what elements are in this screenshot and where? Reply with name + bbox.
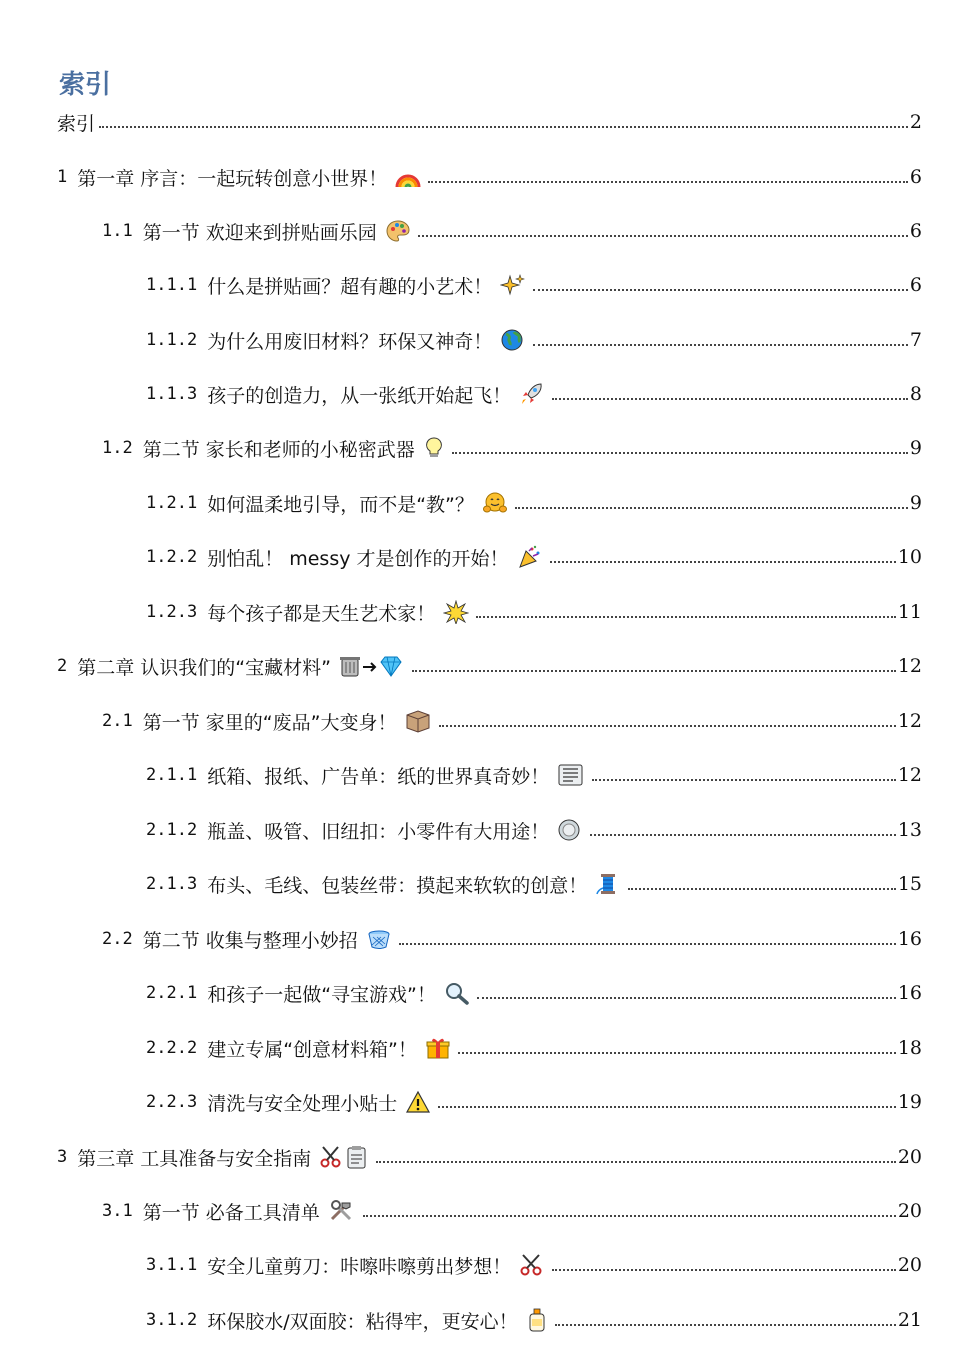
toc-leader-dots xyxy=(476,615,896,618)
toc-entry-title: 纸箱、报纸、广告单：纸的世界真奇妙！ xyxy=(207,765,550,788)
toc-entry-number: 1.1 xyxy=(102,221,133,241)
toc-entry[interactable] xyxy=(57,107,922,137)
rocket-icon xyxy=(519,382,545,406)
toc-entry-page: 2 xyxy=(909,111,922,133)
tools-icon xyxy=(328,1199,356,1223)
toc-entry-page: 16 xyxy=(897,982,922,1004)
toc-entry-number: 3.1.1 xyxy=(146,1255,198,1275)
toc-entry[interactable] xyxy=(146,542,922,572)
toc-leader-dots xyxy=(555,1323,896,1326)
toc-entry-page: 20 xyxy=(897,1200,922,1222)
toc-entry-page: 20 xyxy=(897,1146,922,1168)
magnifier-icon xyxy=(444,981,470,1005)
toc-entry-page: 7 xyxy=(909,329,922,351)
toc-entry-title: 瓶盖、吸管、旧纽扣：小零件有大用途！ xyxy=(207,820,550,843)
toc-leader-dots xyxy=(363,1214,896,1217)
scissors-clipboard-icon xyxy=(319,1145,369,1169)
package-icon xyxy=(404,709,432,733)
toc-entry-page: 12 xyxy=(897,764,922,786)
toc-entry-page: 12 xyxy=(897,655,922,677)
light-bulb-icon xyxy=(423,436,445,460)
toc-entry-page: 10 xyxy=(897,546,922,568)
toc-entry-number: 3.1 xyxy=(102,1201,133,1221)
glue-bottle-icon xyxy=(526,1308,548,1332)
toc-leader-dots xyxy=(458,1051,896,1054)
hugging-face-icon xyxy=(482,491,508,515)
toc-entry[interactable] xyxy=(146,1087,922,1117)
toc-entry-number: 3.1.2 xyxy=(146,1310,198,1330)
toc-leader-dots xyxy=(399,942,896,945)
toc-leader-dots xyxy=(515,506,908,509)
toc-entry-number: 2.1.3 xyxy=(146,874,198,894)
toc-entry-page: 12 xyxy=(897,710,922,732)
toc-entry[interactable] xyxy=(102,216,922,246)
toc-entry-page: 8 xyxy=(909,383,922,405)
toc-leader-dots xyxy=(376,1160,896,1163)
toc-entry-number: 2.1 xyxy=(102,711,133,731)
rainbow-icon xyxy=(395,165,421,189)
toc-entry-page: 11 xyxy=(897,601,922,623)
toc-entry-page: 19 xyxy=(897,1091,922,1113)
toc-entry[interactable] xyxy=(146,1033,922,1063)
toc-entry-page: 6 xyxy=(909,220,922,242)
trash-to-gem-icon xyxy=(339,654,405,678)
toc-leader-dots xyxy=(552,1268,896,1271)
gift-icon xyxy=(425,1036,451,1060)
toc-entry-title: 什么是拼贴画？超有趣的小艺术！ xyxy=(207,275,493,298)
toc-entry-number: 2.1.2 xyxy=(146,820,198,840)
basket-icon xyxy=(366,927,392,951)
toc-entry-title: 第三章 工具准备与安全指南 xyxy=(77,1147,312,1170)
toc-entry-title: 为什么用废旧材料？环保又神奇！ xyxy=(207,330,493,353)
toc-entry[interactable] xyxy=(146,760,922,790)
toc-entry-title: 建立专属“创意材料箱”！ xyxy=(207,1038,417,1061)
toc-entry[interactable] xyxy=(146,1250,922,1280)
toc-entry-title: 和孩子一起做“寻宝游戏”！ xyxy=(207,983,436,1006)
toc-entry[interactable] xyxy=(146,379,922,409)
toc-leader-dots xyxy=(533,288,908,291)
toc-entry-title: 第二节 家长和老师的小秘密武器 xyxy=(142,438,415,461)
toc-entry-title: 第一章 序言：一起玩转创意小世界！ xyxy=(77,167,388,190)
toc-leader-dots xyxy=(439,724,895,727)
toc-entry-page: 21 xyxy=(897,1309,922,1331)
toc-entry-number: 2.1.1 xyxy=(146,765,198,785)
toc-leader-dots xyxy=(418,234,908,237)
toc-entry-page: 16 xyxy=(897,928,922,950)
toc-entry-number: 1 xyxy=(57,167,68,187)
toc-entry-number: 1.1.2 xyxy=(146,330,198,350)
toc-leader-dots xyxy=(592,778,896,781)
toc-leader-dots xyxy=(452,451,908,454)
toc-entry-title: 索引 xyxy=(57,112,96,135)
toc-entry-page: 18 xyxy=(897,1037,922,1059)
toc-entry-title: 第一节 欢迎来到拼贴画乐园 xyxy=(142,221,377,244)
toc-entry[interactable] xyxy=(57,162,922,192)
toc-entry-page: 15 xyxy=(897,873,922,895)
toc-entry-number: 1.1.3 xyxy=(146,384,198,404)
toc-entry[interactable] xyxy=(102,706,922,736)
star-burst-icon xyxy=(443,600,469,624)
toc-entry[interactable] xyxy=(146,597,922,627)
newspaper-icon xyxy=(557,763,585,787)
toc-entry[interactable] xyxy=(102,1196,922,1226)
toc-leader-dots xyxy=(477,996,896,999)
toc-leader-dots xyxy=(550,560,896,563)
toc-entry[interactable] xyxy=(57,1142,922,1172)
toc-entry-page: 13 xyxy=(897,819,922,841)
globe-icon xyxy=(500,328,526,352)
sparkles-icon xyxy=(500,273,526,297)
toc-entry-number: 3 xyxy=(57,1147,68,1167)
toc-entry-title: 每个孩子都是天生艺术家！ xyxy=(207,602,436,625)
toc-leader-dots xyxy=(552,397,908,400)
toc-leader-dots xyxy=(590,833,896,836)
toc-entry-title: 如何温柔地引导，而不是“教”？ xyxy=(207,493,474,516)
toc-entry-title: 别怕乱！ messy 才是创作的开始！ xyxy=(207,547,509,570)
toc-entry[interactable] xyxy=(146,978,922,1008)
toc-entry-title: 第一节 必备工具清单 xyxy=(142,1201,320,1224)
toc-leader-dots xyxy=(533,343,908,346)
toc-entry-number: 2.2 xyxy=(102,929,133,949)
toc-leader-dots xyxy=(412,669,896,672)
toc-leader-dots xyxy=(628,887,896,890)
toc-entry-number: 1.2.1 xyxy=(146,493,198,513)
toc-entry-page: 6 xyxy=(909,166,922,188)
toc-entry[interactable] xyxy=(102,433,922,463)
toc-entry[interactable] xyxy=(57,651,922,681)
toc-entry[interactable] xyxy=(146,325,922,355)
toc-entry[interactable] xyxy=(146,488,922,518)
warning-icon xyxy=(405,1090,431,1114)
scissors-icon xyxy=(519,1253,545,1277)
toc-leader-dots xyxy=(438,1105,896,1108)
toc-entry-number: 1.1.1 xyxy=(146,275,198,295)
toc-entry-number: 2.2.2 xyxy=(146,1038,198,1058)
toc-entry-page: 20 xyxy=(897,1254,922,1276)
bottle-cap-icon xyxy=(557,818,583,842)
toc-entry[interactable] xyxy=(146,869,922,899)
toc-heading: 索引 xyxy=(59,70,112,100)
toc-entry-title: 第二章 认识我们的“宝藏材料” xyxy=(77,656,331,679)
toc-entry[interactable] xyxy=(146,1305,922,1335)
toc-entry[interactable] xyxy=(102,924,922,954)
toc-entry-number: 2.2.1 xyxy=(146,983,198,1003)
toc-entry-title: 孩子的创造力，从一张纸开始起飞！ xyxy=(207,384,512,407)
toc-entry-number: 1.2 xyxy=(102,438,133,458)
toc-entry-title: 安全儿童剪刀：咔嚓咔嚓剪出梦想！ xyxy=(207,1255,512,1278)
toc-entry[interactable] xyxy=(146,815,922,845)
toc-entry-page: 9 xyxy=(909,492,922,514)
toc-entry-number: 1.2.2 xyxy=(146,547,198,567)
toc-entry-title: 环保胶水/双面胶：粘得牢，更安心！ xyxy=(207,1310,518,1333)
party-popper-icon xyxy=(517,545,543,569)
toc-entry-title: 第二节 收集与整理小妙招 xyxy=(142,929,358,952)
toc-leader-dots xyxy=(99,125,908,128)
toc-entry-page: 9 xyxy=(909,437,922,459)
toc-entry-page: 6 xyxy=(909,274,922,296)
toc-entry-number: 2.2.3 xyxy=(146,1092,198,1112)
thread-spool-icon xyxy=(595,872,621,896)
toc-entry-title: 清洗与安全处理小贴士 xyxy=(207,1092,398,1115)
palette-icon xyxy=(385,219,411,243)
toc-entry-number: 2 xyxy=(57,656,68,676)
toc-leader-dots xyxy=(428,180,908,183)
toc-entry-title: 布头、毛线、包装丝带：摸起来软软的创意！ xyxy=(207,874,588,897)
toc-entry[interactable] xyxy=(146,270,922,300)
toc-entry-title: 第一节 家里的“废品”大变身！ xyxy=(142,711,397,734)
toc-entry-number: 1.2.3 xyxy=(146,602,198,622)
